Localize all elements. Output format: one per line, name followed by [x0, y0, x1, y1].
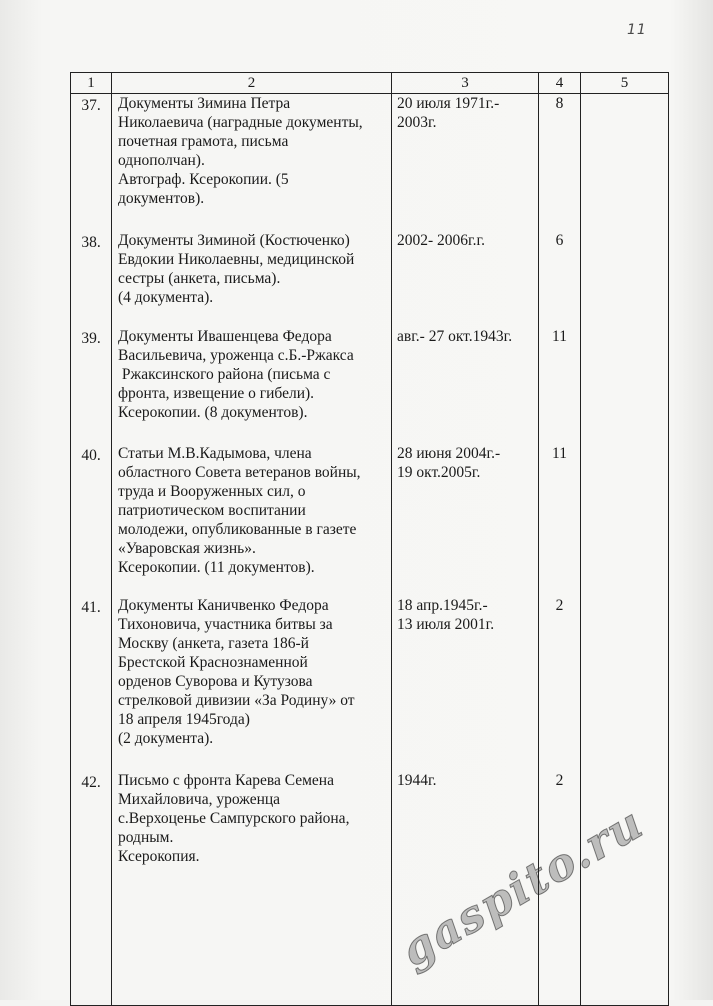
date-line: 19 окт.2005г. [397, 463, 481, 481]
item-sheet-count: 2 [539, 596, 581, 771]
item-note [581, 327, 669, 444]
item-sheet-count: 11 [539, 444, 581, 596]
description-line: Михайловича, уроженца [118, 790, 281, 808]
column-header: 2 [112, 73, 392, 94]
item-sheet-count: 6 [539, 231, 581, 327]
watermark-text: gaspito.ru [392, 797, 653, 977]
description-line: Николаевича (наградные документы, [118, 114, 363, 131]
description-line: документов). [118, 190, 205, 207]
description-line: почетная грамота, письма [118, 133, 289, 150]
description-line: областного Совета ветеранов войны, [118, 463, 361, 481]
item-dates [392, 327, 539, 444]
item-description [112, 444, 392, 596]
description-line: 18 апреля 1945года) [118, 710, 250, 728]
item-sheet-count: 8 [539, 94, 581, 231]
description-line: Ксерокопии. (8 документов). [118, 403, 308, 421]
item-dates [392, 94, 539, 231]
description-line: Статьи М.В.Кадымова, члена [118, 444, 312, 462]
item-description [112, 94, 392, 231]
table-row [71, 771, 669, 1006]
description-line: Тихоновича, участника битвы за [118, 615, 333, 633]
item-sheet-count: 2 [539, 771, 581, 1006]
page-number: 11 [627, 22, 647, 38]
item-dates [392, 231, 539, 327]
description-line: Евдокии Николаевны, медицинской [118, 250, 355, 268]
date-line: авг.- 27 окт.1943г. [397, 327, 513, 345]
description-line: фронта, извещение о гибели). [118, 384, 315, 402]
item-description [112, 771, 392, 1006]
item-number: 38. [71, 231, 112, 327]
table-header-row [71, 73, 669, 94]
description-line: «Уваровская жизнь». [118, 539, 256, 557]
date-line: 20 июля 1971г.- [397, 95, 500, 112]
description-line: стрелковой дивизии «За Родину» от [118, 691, 355, 709]
date-line: 1944г. [397, 771, 437, 789]
description-line: Ржаксинского района (письма с [118, 365, 331, 383]
date-line: 2002- 2006г.г. [397, 231, 486, 249]
description-line: с.Верхоценье Сампурского района, [118, 809, 350, 827]
description-line: сестры (анкета, письма). [118, 269, 281, 287]
description-line: орденов Суворова и Кутузова [118, 672, 313, 690]
description-line: Москву (анкета, газета 186-й [118, 634, 309, 652]
item-number: 37. [71, 94, 112, 231]
item-number: 41. [71, 596, 112, 771]
item-dates [392, 596, 539, 771]
description-line: молодежи, опубликованные в газете [118, 520, 357, 538]
date-line: 2003г. [397, 114, 437, 131]
item-note [581, 444, 669, 596]
description-line: Ксерокопии. (11 документов). [118, 558, 315, 576]
description-line: Документы Зиминой (Костюченко) [118, 231, 350, 249]
column-header: 3 [392, 73, 539, 94]
item-number: 39. [71, 327, 112, 444]
description-line: однополчан). [118, 152, 205, 169]
description-line: (4 документа). [118, 288, 214, 306]
column-header: 1 [71, 73, 112, 94]
description-line: Документы Каничвенко Федора [118, 596, 329, 614]
item-number: 40. [71, 444, 112, 596]
description-line: Брестской Краснознаменной [118, 653, 308, 671]
table-row [71, 94, 669, 231]
item-description [112, 327, 392, 444]
item-note [581, 596, 669, 771]
description-line: Васильевича, уроженца с.Б.-Ржакса [118, 346, 354, 364]
date-line: 28 июня 2004г.- [397, 444, 501, 462]
item-note [581, 94, 669, 231]
table-row [71, 327, 669, 444]
table-row [71, 444, 669, 596]
description-line: Документы Ивашенцева Федора [118, 327, 332, 345]
description-line: (2 документа). [118, 729, 214, 747]
item-description [112, 596, 392, 771]
table-row [71, 231, 669, 327]
item-sheet-count: 11 [539, 327, 581, 444]
table-row [71, 596, 669, 771]
column-header: 4 [539, 73, 581, 94]
item-number: 42. [71, 771, 112, 1006]
date-line: 18 апр.1945г.- [397, 596, 488, 614]
item-note [581, 231, 669, 327]
date-line: 13 июля 2001г. [397, 615, 495, 633]
description-line: родным. [118, 828, 174, 846]
column-header: 5 [581, 73, 669, 94]
description-line: Автограф. Ксерокопии. (5 [118, 171, 289, 188]
item-description [112, 231, 392, 327]
description-line: труда и Вооруженных сил, о [118, 482, 306, 500]
item-dates [392, 444, 539, 596]
description-line: патриотическом воспитании [118, 501, 306, 519]
description-line: Письмо с фронта Карева Семена [118, 771, 334, 789]
description-line: Ксерокопия. [118, 847, 200, 865]
description-line: Документы Зимина Петра [118, 95, 291, 112]
